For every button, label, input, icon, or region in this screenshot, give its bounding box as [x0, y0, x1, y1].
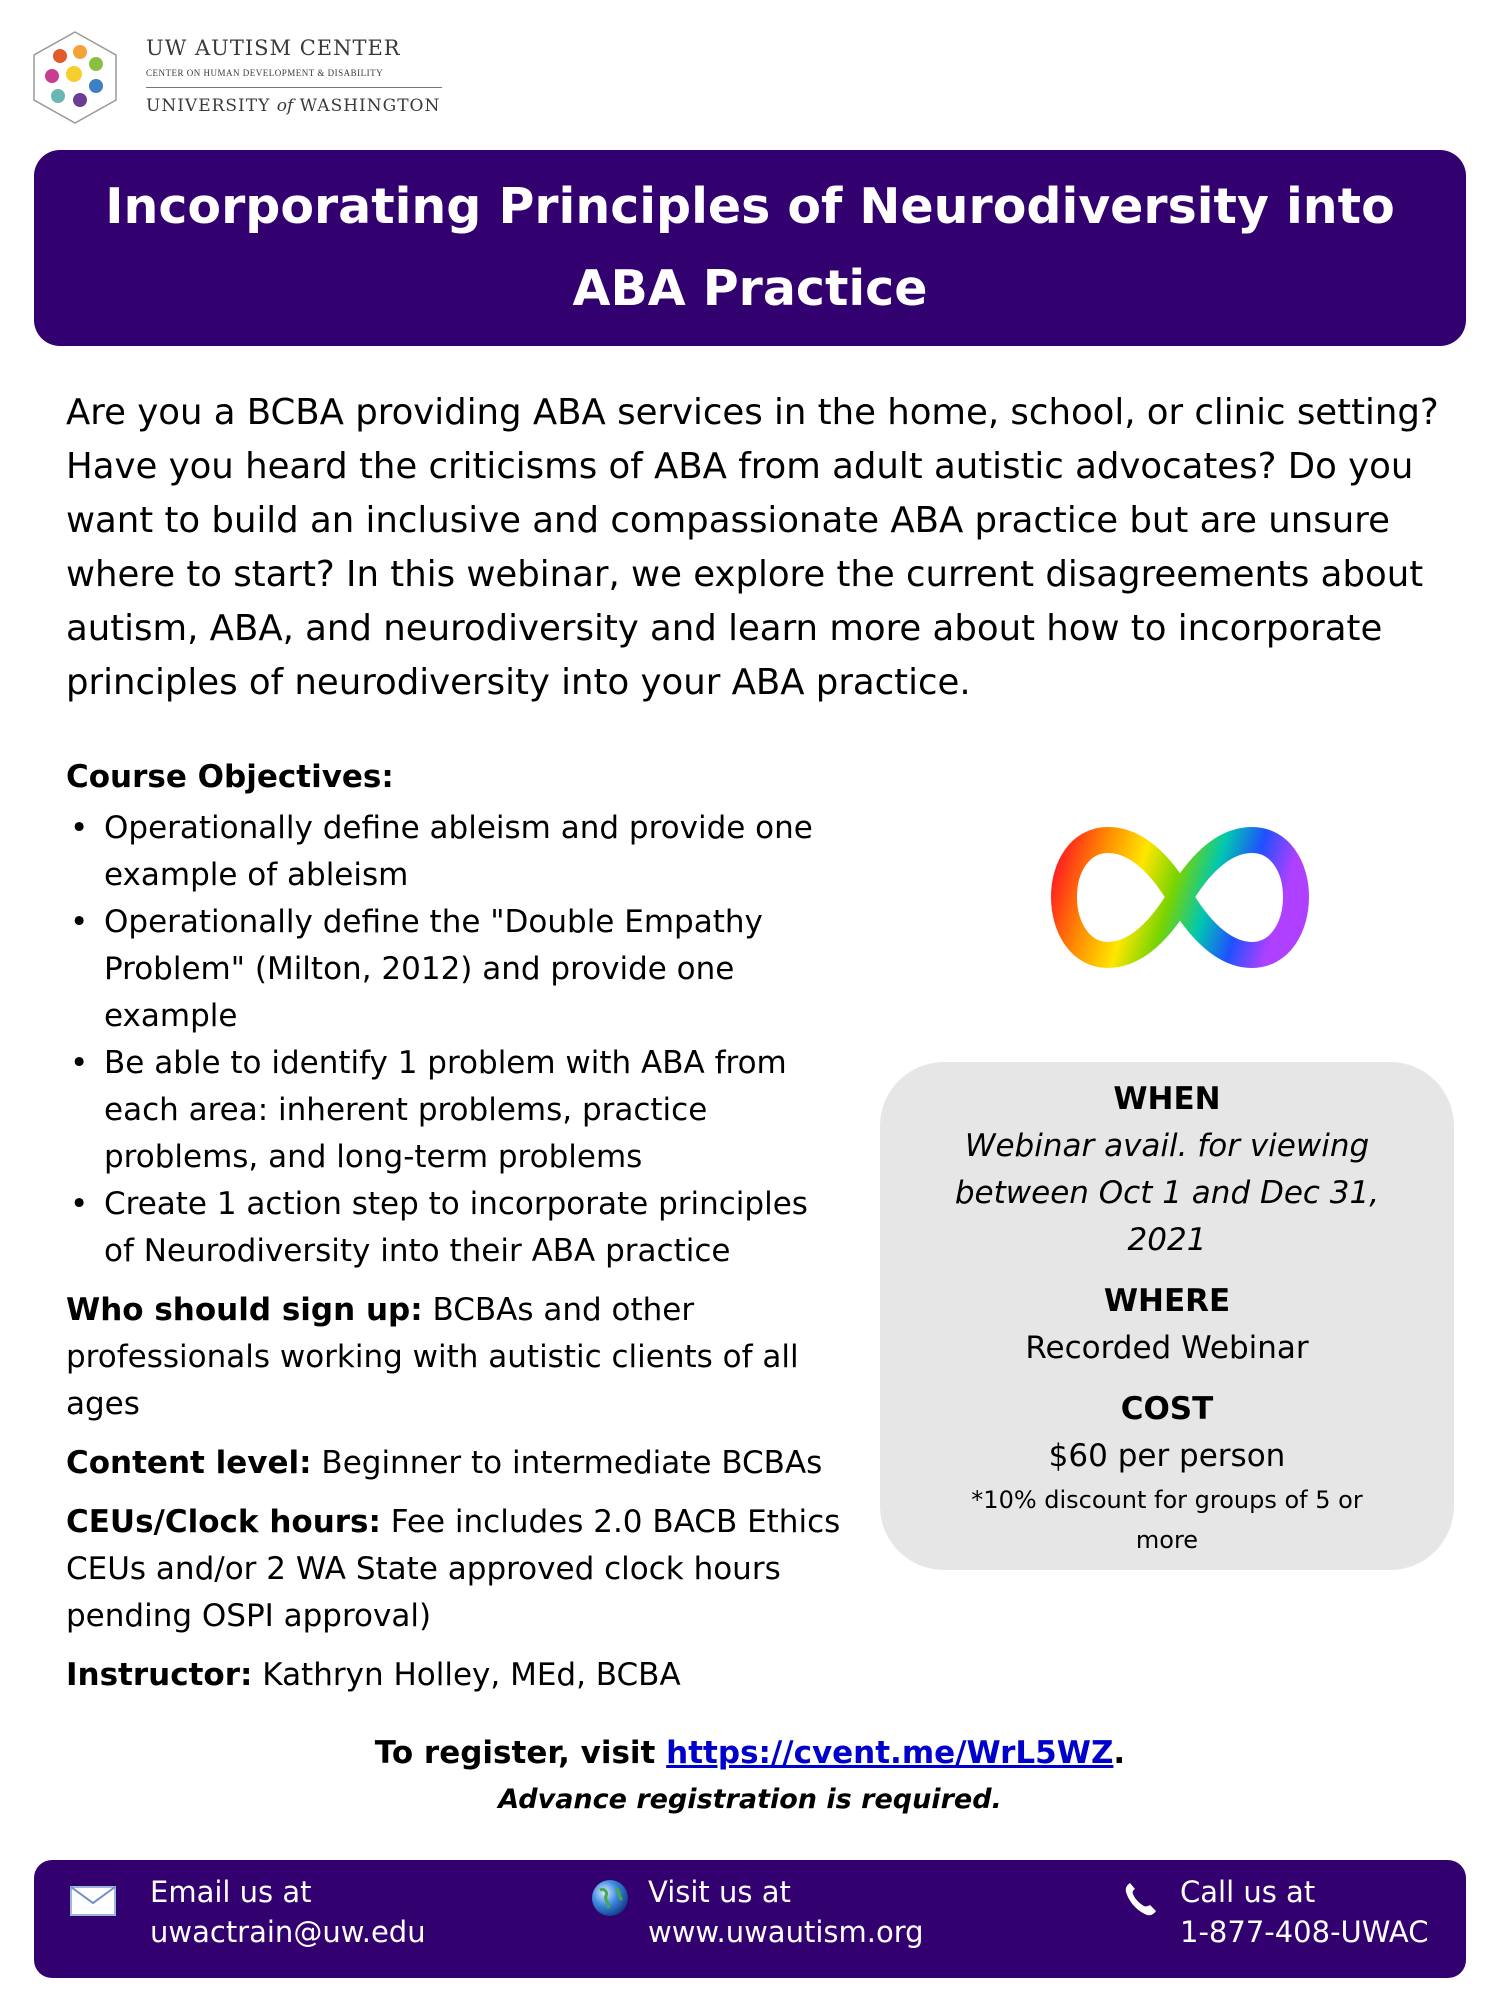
objectives-heading: Course Objectives:	[66, 759, 394, 795]
globe-icon	[590, 1878, 630, 1918]
phone-contact: Call us at 1-877-408-UWAC	[1180, 1872, 1428, 1952]
who-should-sign-up: Who should sign up: BCBAs and other professionals working with autistic clients of all ages	[66, 1292, 799, 1422]
rainbow-infinity-icon	[1050, 815, 1310, 980]
advance-registration-note: Advance registration is required.	[498, 1784, 1002, 1815]
event-info-box	[880, 1062, 1454, 1570]
phone-number[interactable]: 1-877-408-UWAC	[1180, 1915, 1429, 1949]
list-item: • Operationally define ableism and provide one example of ableism	[66, 805, 846, 899]
logo	[30, 30, 441, 125]
email-link[interactable]: uwactrain@uw.edu	[150, 1915, 426, 1949]
email-contact: Email us at uwactrain@uw.edu	[150, 1872, 426, 1952]
intro-paragraph: Are you a BCBA providing ABA services in the home, school, or clinic setting? Have you heard the criticisms of ABA from adult autistic advocates? Do you want to build an inclusive and compassionate ABA practice but are unsure where to start? In this webinar, we explore the current disagreements about autism, ABA, and neurodiversity and learn more about how to incorporate principles of neurodiversity into your ABA practice.	[66, 392, 1439, 703]
register-line: To register, visit https://cvent.me/WrL5WZ.	[374, 1735, 1126, 1771]
logo-university: UNIVERSITY of WASHINGTON	[146, 96, 441, 116]
content-level: Content level: Beginner to intermediate BCBAs	[66, 1445, 823, 1481]
when-value: Webinar avail. for viewing between Oct 1 and Dec 31, 2021	[954, 1128, 1380, 1258]
contact-footer	[34, 1860, 1466, 1978]
where-value: Recorded Webinar	[1025, 1330, 1309, 1366]
register-link[interactable]: https://cvent.me/WrL5WZ	[666, 1735, 1114, 1771]
logo-org-name: UW AUTISM CENTER	[146, 36, 401, 60]
logo-subtitle: CENTER ON HUMAN DEVELOPMENT & DISABILITY	[146, 68, 384, 78]
logo-divider	[146, 87, 442, 88]
website-link[interactable]: www.uwautism.org	[648, 1915, 924, 1949]
ceu-clock-hours: CEUs/Clock hours: Fee includes 2.0 BACB Ethics CEUs and/or 2 WA State approved clock hours pending OSPI approval)	[66, 1504, 841, 1634]
phone-icon	[1122, 1880, 1158, 1918]
web-contact: Visit us at www.uwautism.org	[648, 1872, 924, 1952]
list-item: • Be able to identify 1 problem with ABA from each area: inherent problems, practice problems, and long-term problems	[66, 1040, 846, 1181]
cost-note: *10% discount for groups of 5 or more	[971, 1486, 1363, 1554]
when-label: WHEN	[1113, 1081, 1221, 1117]
title-banner	[34, 150, 1466, 346]
cost-label: COST	[1120, 1391, 1214, 1427]
autism-center-logo-icon	[30, 30, 120, 125]
cost-value: $60 per person	[1048, 1438, 1286, 1474]
envelope-icon	[70, 1886, 116, 1916]
list-item: • Create 1 action step to incorporate principles of Neurodiversity into their ABA practice	[66, 1181, 846, 1275]
objectives-list	[66, 805, 846, 1275]
where-label: WHERE	[1103, 1283, 1231, 1319]
list-item: • Operationally define the "Double Empathy Problem" (Milton, 2012) and provide one example	[66, 899, 846, 1040]
course-details	[66, 754, 846, 1711]
page-title: Incorporating Principles of Neurodiversity into ABA Practice	[105, 178, 1395, 317]
instructor: Instructor: Kathryn Holley, MEd, BCBA	[66, 1657, 681, 1693]
